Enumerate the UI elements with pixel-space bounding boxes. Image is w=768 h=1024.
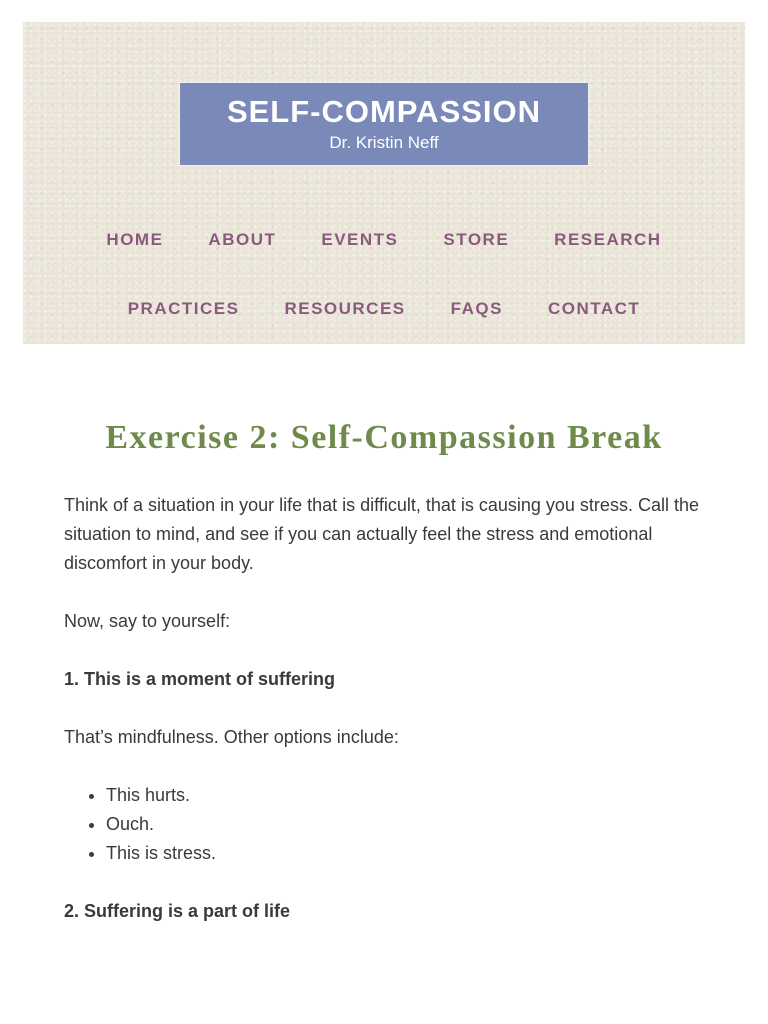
nav-resources[interactable]: RESOURCES <box>284 299 406 318</box>
main-nav-row-2 <box>23 298 745 320</box>
step-2-heading: 2. Suffering is a part of life <box>64 901 291 921</box>
step-1-note: That’s mindfulness. Other options include: <box>64 727 399 747</box>
main-nav-row-1 <box>23 229 745 251</box>
list-item: • This is stress. <box>106 839 704 868</box>
nav-about[interactable]: ABOUT <box>208 230 277 249</box>
site-header <box>23 22 745 344</box>
article-content <box>64 410 704 955</box>
nav-home[interactable]: HOME <box>106 230 164 249</box>
site-title: SELF-COMPASSION <box>226 94 542 129</box>
nav-faqs[interactable]: FAQS <box>450 299 503 318</box>
intro-paragraph: Think of a situation in your life that is difficult, that is causing you stress. Call the situation to mind, and see if you can actually feel the stress and emotional discomfort in your body. <box>64 495 699 573</box>
nav-events[interactable]: EVENTS <box>321 230 399 249</box>
step-1-heading: 1. This is a moment of suffering <box>64 669 336 689</box>
nav-contact[interactable]: CONTACT <box>547 299 641 318</box>
nav-practices[interactable]: PRACTICES <box>127 299 240 318</box>
list-item: • This hurts. <box>106 781 704 810</box>
list-item: • Ouch. <box>106 810 704 839</box>
page-title: Exercise 2: Self-Compassion Break <box>105 419 663 456</box>
prompt-paragraph: Now, say to yourself: <box>64 611 231 631</box>
site-logo[interactable] <box>179 82 589 166</box>
options-list <box>64 781 704 868</box>
nav-store[interactable]: STORE <box>443 230 510 249</box>
nav-research[interactable]: RESEARCH <box>554 230 662 249</box>
site-subtitle: Dr. Kristin Neff <box>329 133 439 152</box>
